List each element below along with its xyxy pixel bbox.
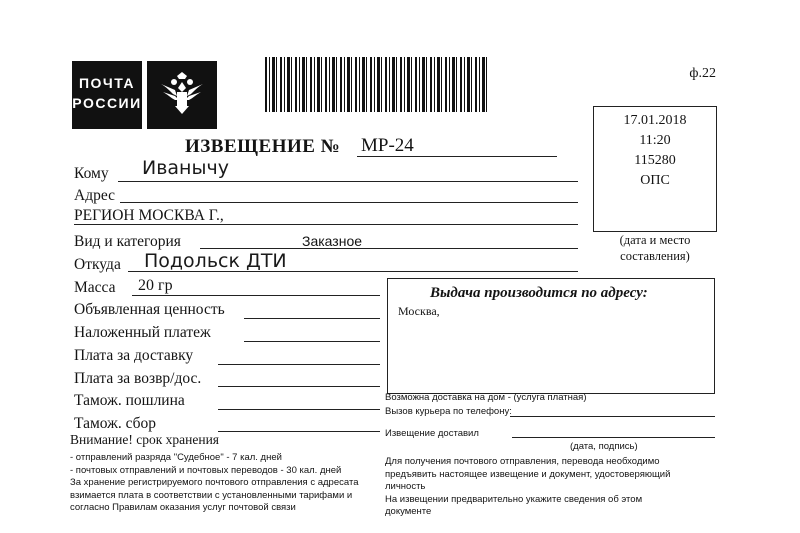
customs-fee-label: Тамож. сбор xyxy=(74,415,157,432)
storage-warning: Внимание! срок хранения xyxy=(70,432,220,447)
recipient-value: Иванычу xyxy=(142,157,229,179)
postal-index: 115280 xyxy=(634,153,676,168)
address-value: РЕГИОН МОСКВА Г., xyxy=(74,207,224,224)
customs-duty-line xyxy=(218,409,380,410)
sender-label: Откуда xyxy=(74,256,121,273)
return-fee-label: Плата за возвр/дос. xyxy=(74,370,202,387)
category-value: Заказное xyxy=(302,233,363,249)
home-delivery-text: Возможна доставка на дом - (услуга платная) xyxy=(385,392,587,403)
time-value: 11:20 xyxy=(639,133,671,148)
weight-line xyxy=(132,295,380,296)
delivered-by-line xyxy=(512,437,715,438)
date-value: 17.01.2018 xyxy=(623,113,687,128)
weight-value: 20 гр xyxy=(138,277,173,294)
barcode xyxy=(265,57,487,112)
pickup-notes: Для получения почтового отправления, перевода необходимо предъявить настоящее извещение и документ, удостоверяющий личность На извещении предварительно укажите сведения об этом документе xyxy=(385,456,671,517)
pickup-address-city: Москва, xyxy=(398,304,440,318)
date-caption: (дата и место составления) xyxy=(619,233,691,263)
pickup-address-title: Выдача производится по адресу: xyxy=(430,285,648,301)
delivery-fee-line xyxy=(218,364,380,365)
form-number: ф.22 xyxy=(689,66,716,81)
address-line-2 xyxy=(74,224,578,225)
declared-value-line xyxy=(244,318,380,319)
storage-notes: - отправлений разряда "Судебное" - 7 кал. дней - почтовых отправлений и почтовых переводов - 30 кал. дней За хранение регистрируемого почтового отправления с адресата взимается плата в соответствии с установленными тарифами и согласно Правилам оказания услуг почтовой связи xyxy=(70,452,359,513)
sender-value: Подольск ДТИ xyxy=(144,250,287,272)
page-title: ИЗВЕЩЕНИЕ № xyxy=(185,136,341,157)
double-headed-eagle-icon xyxy=(147,61,217,129)
customs-duty-label: Тамож. пошлина xyxy=(74,392,185,409)
logo-line-2: РОССИИ xyxy=(72,95,142,111)
category-line xyxy=(200,248,578,249)
number-underline xyxy=(357,156,557,157)
logo-line-1: ПОЧТА xyxy=(78,75,136,91)
courier-text: Вызов курьера по телефону: xyxy=(385,406,512,417)
pochta-rossii-logo xyxy=(72,61,142,129)
category-label: Вид и категория xyxy=(74,233,181,250)
date-signature-caption: (дата, подпись) xyxy=(570,441,638,452)
recipient-label: Кому xyxy=(74,165,109,182)
office-type: ОПС xyxy=(640,173,670,188)
return-fee-line xyxy=(218,386,380,387)
courier-line xyxy=(510,416,715,417)
notice-number: МР-24 xyxy=(361,135,414,156)
customs-fee-line xyxy=(218,431,380,432)
delivered-by-text: Извещение доставил xyxy=(385,428,479,439)
cod-line xyxy=(244,341,380,342)
sender-line xyxy=(128,271,578,272)
date-stamp-box xyxy=(593,106,717,232)
delivery-fee-label: Плата за доставку xyxy=(74,347,194,364)
declared-value-label: Объявленная ценность xyxy=(74,301,225,318)
address-label: Адрес xyxy=(74,187,115,204)
address-line-1 xyxy=(120,202,578,203)
recipient-line xyxy=(118,181,578,182)
weight-label: Масса xyxy=(74,279,116,296)
cod-label: Наложенный платеж xyxy=(74,324,211,341)
